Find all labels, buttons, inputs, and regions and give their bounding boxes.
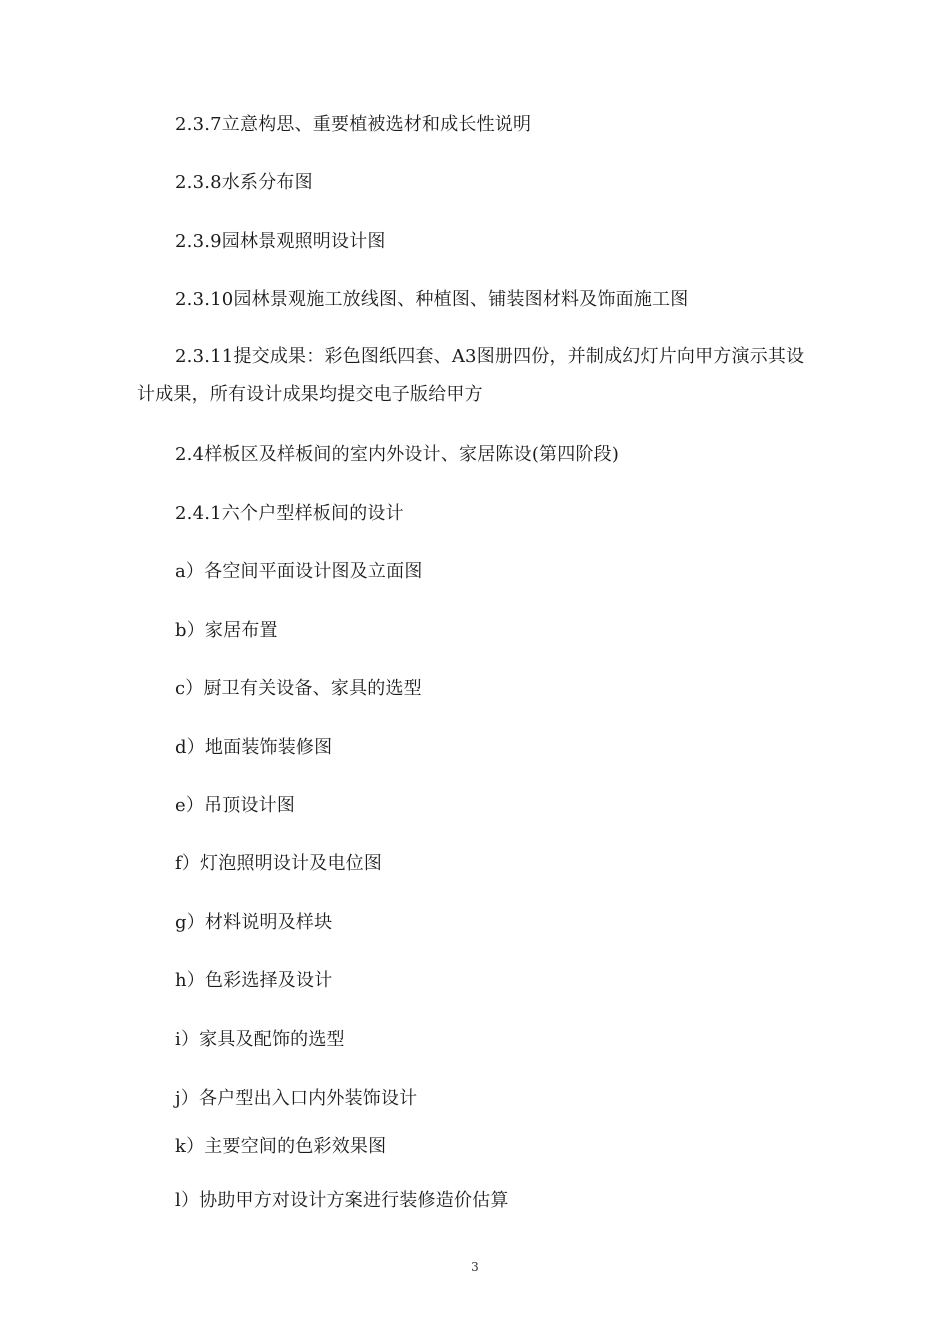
heading-2-3-8: 2.3.8水系分布图 (175, 172, 313, 193)
heading-2-3-10: 2.3.10园林景观施工放线图、种植图、铺装图材料及饰面施工图 (175, 289, 689, 310)
list-item-c: c）厨卫有关设备、家具的选型 (175, 678, 422, 699)
list-item-h: h）色彩选择及设计 (175, 970, 333, 991)
list-item-g: g）材料说明及样块 (175, 912, 333, 933)
list-item-b: b）家居布置 (175, 620, 278, 641)
list-item-i: i）家具及配饰的选型 (175, 1029, 345, 1050)
heading-2-3-9: 2.3.9园林景观照明设计图 (175, 231, 386, 252)
heading-2-4: 2.4样板区及样板间的室内外设计、家居陈设(第四阶段) (175, 444, 620, 465)
page-number: 3 (471, 1260, 479, 1274)
list-item-k: k）主要空间的色彩效果图 (175, 1136, 387, 1157)
list-item-f: f）灯泡照明设计及电位图 (175, 853, 383, 874)
paragraph-2-3-11: 2.3.11提交成果：彩色图纸四套、A3图册四份，并制成幻灯片向甲方演示其设计成果，所有设计成果均提交电子版给甲方 (137, 346, 805, 405)
list-item-l: l）协助甲方对设计方案进行装修造价估算 (175, 1190, 509, 1211)
heading-2-3-7: 2.3.7立意构思、重要植被选材和成长性说明 (175, 114, 532, 135)
list-item-e: e）吊顶设计图 (175, 795, 296, 816)
heading-2-4-1: 2.4.1六个户型样板间的设计 (175, 503, 404, 524)
list-item-d: d）地面装饰装修图 (175, 737, 333, 758)
list-item-j: j）各户型出入口内外装饰设计 (175, 1088, 418, 1109)
list-item-a: a）各空间平面设计图及立面图 (175, 561, 423, 582)
